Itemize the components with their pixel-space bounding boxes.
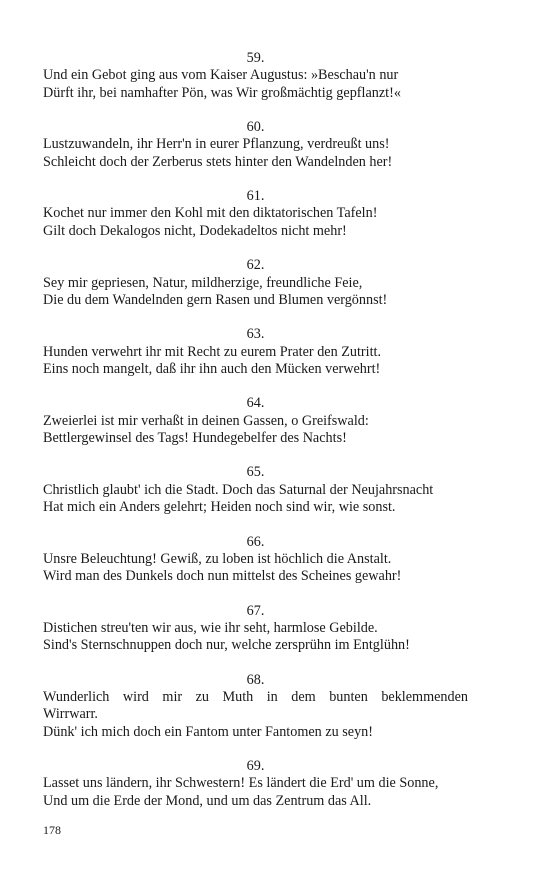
verse-line: Unsre Beleuchtung! Gewiß, zu loben ist höchlich die Anstalt. [43,550,392,567]
verse-line: Gilt doch Dekalogos nicht, Dodekadeltos nicht mehr! [43,222,347,239]
verse-line: Die du dem Wandelnden gern Rasen und Blumen vergönnst! [43,291,388,308]
verse-line: Christlich glaubt' ich die Stadt. Doch das Saturnal der Neujahrsnacht [43,481,434,498]
epigram-65 [43,464,468,516]
verse-line: Dürft ihr, bei namhafter Pön, was Wir großmächtig gepflanzt!« [43,84,401,101]
verse-line: Kochet nur immer den Kohl mit den diktatorischen Tafeln! [43,205,378,222]
epigram-68 [43,672,468,741]
verse-line: Hunden verwehrt ihr mit Recht zu eurem Prater den Zutritt. [43,343,382,360]
verse-line: Und um die Erde der Mond, und um das Zentrum das All. [43,792,372,809]
verse-line: Sind's Sternschnuppen doch nur, welche zersprühn im Entglühn! [43,637,410,654]
verse-line: Bettlergewinsel des Tags! Hundegebelfer des Nachts! [43,429,347,446]
verse-line: Wirrwarr. [43,706,98,723]
verse-line: Zweierlei ist mir verhaßt in deinen Gassen, o Greifswald: [43,412,369,429]
epigram-69 [43,758,468,810]
verse-line: Wird man des Dunkels doch nun mittelst des Scheines gewahr! [43,568,402,585]
epigram-66 [43,534,468,586]
epigram-number: 66. [246,533,265,550]
epigram-number: 61. [246,188,265,205]
verse-line: Wunderlich wird mir zu Muth in dem bunten beklemmenden [43,689,468,705]
epigram-number: 69. [246,758,265,775]
page-number: 178 [43,823,61,837]
epigram-number: 68. [246,671,265,688]
epigram-number: 65. [246,464,265,481]
epigram-63 [43,326,468,378]
epigram-60 [43,119,468,171]
epigram-61 [43,188,468,240]
epigram-number: 59. [246,50,265,66]
verse-line: Dünk' ich mich doch ein Fantom unter Fantomen zu seyn! [43,723,373,740]
verse-line: Sey mir gepriesen, Natur, mildherzige, freundliche Feie, [43,274,363,291]
verse-line: Distichen streu'ten wir aus, wie ihr seht, harmlose Gebilde. [43,619,378,636]
verse-line: Hat mich ein Anders gelehrt; Heiden noch sind wir, wie sonst. [43,499,396,516]
verse-line: Schleicht doch der Zerberus stets hinter den Wandelnden her! [43,153,393,170]
poem-page [43,50,468,827]
verse-line: Und ein Gebot ging aus vom Kaiser Augustus: »Beschau'n nur [43,67,399,84]
epigram-number: 64. [246,395,265,412]
epigram-59 [43,50,468,102]
epigram-64 [43,395,468,447]
epigram-number: 60. [246,119,265,136]
epigram-67 [43,603,468,655]
epigram-number: 62. [246,257,265,274]
verse-line: Lasset uns ländern, ihr Schwestern! Es ländert die Erd' um die Sonne, [43,775,439,792]
epigram-62 [43,257,468,309]
verse-line: Lustzuwandeln, ihr Herr'n in eurer Pflanzung, verdreußt uns! [43,136,390,153]
epigram-number: 67. [246,602,265,619]
verse-line: Eins noch mangelt, daß ihr ihn auch den Mücken verwehrt! [43,360,381,377]
epigram-number: 63. [246,326,265,343]
